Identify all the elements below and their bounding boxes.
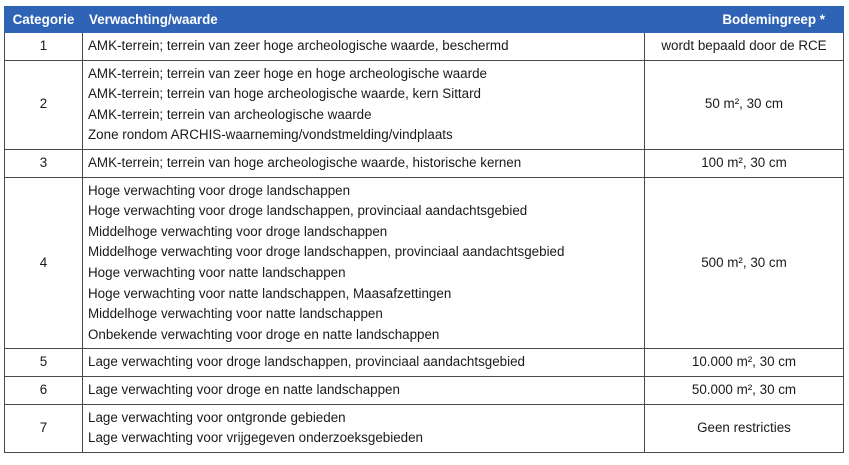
ground-disturbance-cell: 50.000 m², 30 cm — [645, 376, 844, 404]
ground-disturbance-cell: 50 m², 30 cm — [645, 60, 844, 149]
expectation-cell — [83, 60, 645, 149]
expectation-line: Middelhoge verwachting voor droge landschappen, provinciaal aandachtsgebied — [88, 244, 565, 260]
expectation-line: Hoge verwachting voor natte landschappen, Maasafzettingen — [88, 285, 452, 301]
expectation-line: Lage verwachting voor ontgronde gebieden — [88, 409, 346, 425]
header-ground-disturbance: Bodemingreep * — [645, 7, 844, 33]
expectation-line: Lage verwachting voor droge en natte landschappen — [88, 381, 400, 397]
category-cell: 5 — [5, 349, 83, 377]
table-row — [5, 376, 844, 404]
expectation-line: AMK-terrein; terrein van zeer hoge archeologische waarde, beschermd — [88, 38, 509, 53]
expectation-line: AMK-terrein; terrein van archeologische waarde — [88, 106, 372, 122]
category-cell: 4 — [5, 177, 83, 349]
expectation-line: Lage verwachting voor droge landschappen, provinciaal aandachtsgebied — [88, 354, 525, 370]
table-row — [5, 33, 844, 61]
expectation-cell — [83, 177, 645, 349]
policy-table — [4, 6, 844, 453]
table-row — [5, 349, 844, 377]
ground-disturbance-cell: 100 m², 30 cm — [645, 149, 844, 177]
table-row — [5, 404, 844, 452]
expectation-line: Hoge verwachting voor droge landschappen — [88, 182, 351, 198]
ground-disturbance-cell: Geen restricties — [645, 404, 844, 452]
category-cell: 1 — [5, 33, 83, 61]
expectation-cell — [83, 33, 645, 61]
expectation-line: AMK-terrein; terrein van hoge archeologische waarde, historische kernen — [88, 154, 522, 170]
category-cell: 6 — [5, 376, 83, 404]
expectation-line: Onbekende verwachting voor droge en natte landschappen — [88, 326, 440, 342]
ground-disturbance-cell: 10.000 m², 30 cm — [645, 349, 844, 377]
category-cell: 7 — [5, 404, 83, 452]
table-row — [5, 149, 844, 177]
category-cell: 2 — [5, 60, 83, 149]
expectation-line: AMK-terrein; terrein van zeer hoge en hoge archeologische waarde — [88, 65, 487, 81]
header-row — [5, 7, 844, 33]
ground-disturbance-cell: wordt bepaald door de RCE — [645, 33, 844, 61]
table-row — [5, 60, 844, 149]
expectation-line: Middelhoge verwachting voor droge landschappen — [88, 223, 388, 239]
expectation-cell — [83, 349, 645, 377]
table-row — [5, 177, 844, 349]
expectation-line: Lage verwachting voor vrijgegeven onderzoeksgebieden — [88, 430, 423, 446]
expectation-line: AMK-terrein; terrein van hoge archeologische waarde, kern Sittard — [88, 86, 481, 102]
expectation-line: Hoge verwachting voor droge landschappen, provinciaal aandachtsgebied — [88, 203, 528, 219]
ground-disturbance-cell: 500 m², 30 cm — [645, 177, 844, 349]
expectation-cell — [83, 376, 645, 404]
expectation-line: Zone rondom ARCHIS-waarneming/vondstmelding/vindplaats — [88, 127, 453, 143]
expectation-line: Hoge verwachting voor natte landschappen — [88, 264, 346, 280]
table-body — [5, 33, 844, 453]
expectation-cell — [83, 404, 645, 452]
expectation-cell — [83, 149, 645, 177]
expectation-line: Middelhoge verwachting voor natte landschappen — [88, 306, 383, 322]
header-category: Categorie — [5, 7, 83, 33]
category-cell: 3 — [5, 149, 83, 177]
header-expectation: Verwachting/waarde — [83, 7, 645, 33]
